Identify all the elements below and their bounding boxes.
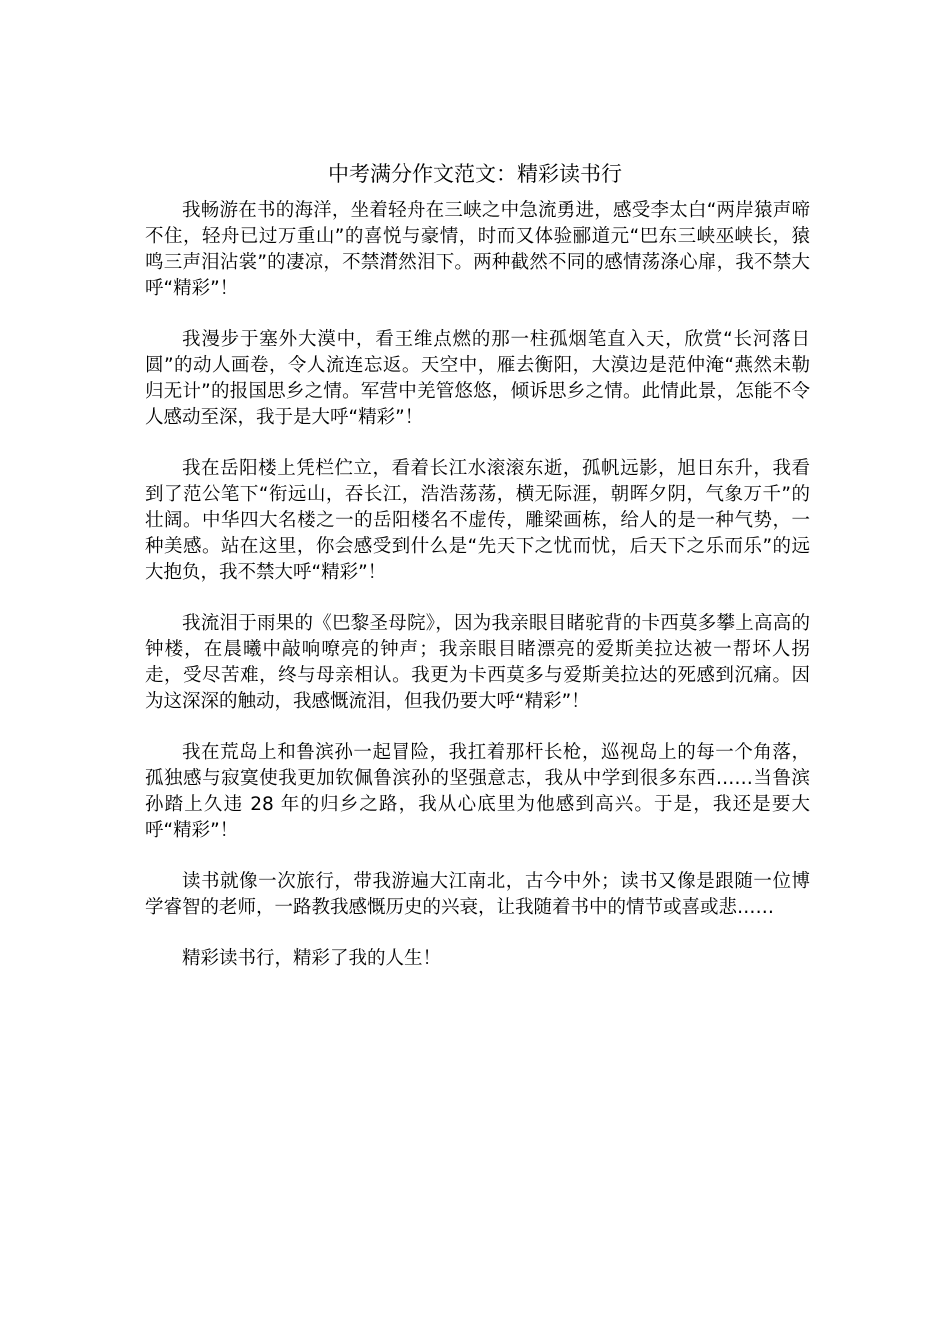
paragraph-4: 我流泪于雨果的《巴黎圣母院》，因为我亲眼目睹驼背的卡西莫多攀上高高的钟楼，在晨曦中敲响嘹亮的钟声；我亲眼目睹漂亮的爱斯美拉达被一帮坏人拐走，受尽苦难，终与母亲相认。我更为卡西莫多与爱斯美拉达的死感到沉痛。因为这深深的触动，我感慨流泪，但我仍要大呼“精彩”！ [145, 613, 810, 712]
article-body [145, 198, 810, 997]
paragraph-6: 读书就像一次旅行，带我游遍大江南北，古今中外；读书又像是跟随一位博学睿智的老师，一路教我感慨历史的兴衰，让我随着书中的情节或喜或悲…… [145, 871, 810, 918]
page-title: 中考满分作文范文：精彩读书行 [328, 162, 622, 186]
paragraph-5: 我在荒岛上和鲁滨孙一起冒险，我扛着那杆长枪，巡视岛上的每一个角落，孤独感与寂寞使我更加钦佩鲁滨孙的坚强意志，我从中学到很多东西……当鲁滨孙踏上久违 28 年的归乡之路，我从心底里为他感到高兴。于是，我还是要大呼“精彩”！ [145, 742, 810, 841]
paragraph-7: 精彩读书行，精彩了我的人生！ [182, 948, 442, 969]
paragraph-3: 我在岳阳楼上凭栏伫立，看着长江水滚滚东逝，孤帆远影，旭日东升，我看到了范公笔下“衔远山，吞长江，浩浩荡荡，横无际涯，朝晖夕阴，气象万千”的壮阔。中华四大名楼之一的岳阳楼名不虚传，雕梁画栋，给人的是一种气势，一种美感。站在这里，你会感受到什么是“先天下之忧而忧，后天下之乐而乐”的远大抱负，我不禁大呼“精彩”！ [145, 458, 810, 583]
paragraph-1: 我畅游在书的海洋，坐着轻舟在三峡之中急流勇进，感受李太白“两岸猿声啼不住，轻舟已过万重山”的喜悦与豪情，时而又体验郦道元“巴东三峡巫峡长，猿鸣三声泪沾裳”的凄凉，不禁潸然泪下。两种截然不同的感情荡涤心扉，我不禁大呼“精彩”！ [145, 200, 810, 299]
paragraph-2: 我漫步于塞外大漠中，看王维点燃的那一柱孤烟笔直入天，欣赏“长河落日圆”的动人画卷，令人流连忘返。天空中，雁去衡阳，大漠边是范仲淹“燕然未勒归无计”的报国思乡之情。军营中羌管悠悠，倾诉思乡之情。此情此景，怎能不令人感动至深，我于是大呼“精彩”！ [145, 329, 810, 428]
